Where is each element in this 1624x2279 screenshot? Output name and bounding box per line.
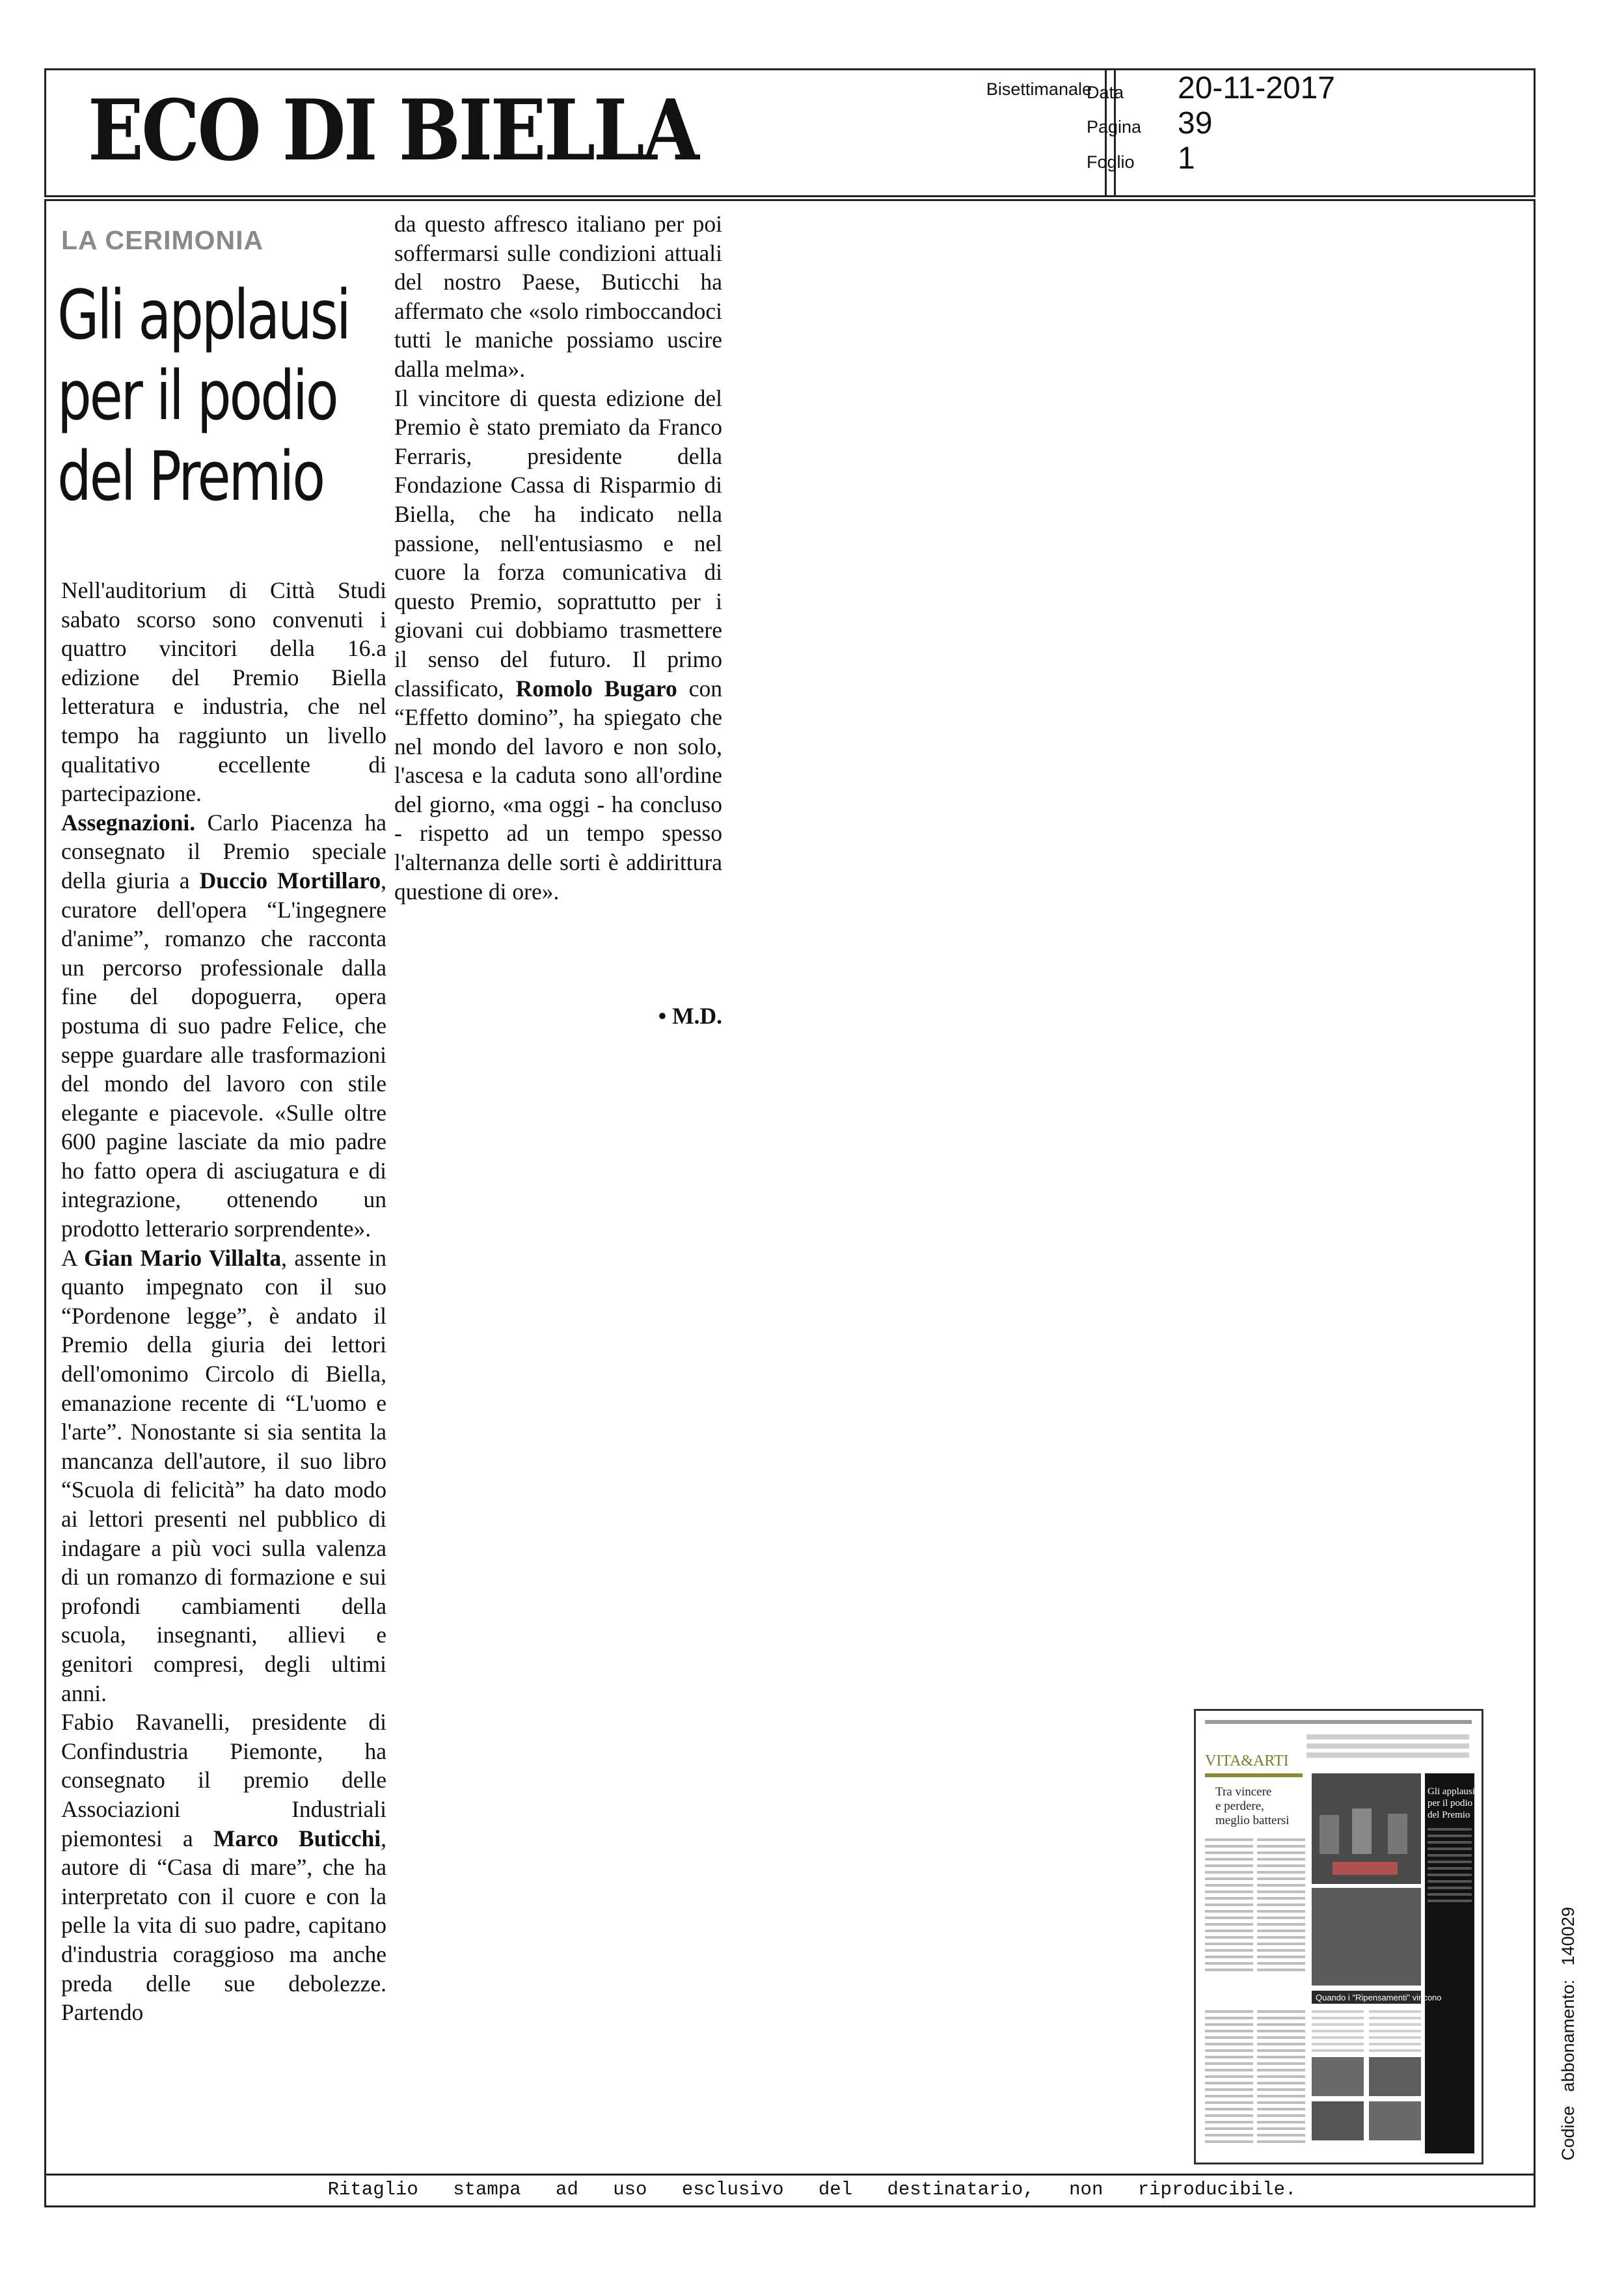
headline-line: per il podio <box>57 356 337 435</box>
svg-text:Gli applausi: Gli applausi <box>1428 1786 1475 1797</box>
footer-disclaimer: Ritaglio stampa ad uso esclusivo del destinatario, non riproducibile. <box>327 2179 1297 2200</box>
body-paragraph: Assegnazioni. Carlo Piacenza ha consegnato il Premio speciale della giuria a Duccio Mortillaro, curatore dell'opera “L'ingegnere d'anime”, romanzo che racconta un percorso professionale dalla fine del dopoguerra, opera postuma di suo padre Felice, che seppe guardare alle trasformazioni del mondo del lavoro con stile elegante e piacevole. «Sulle oltre 600 pagine lasciate da mio padre ho fatto opera di asciugatura e di integrazione, ottenendo un prodotto letterario sorprendente». <box>61 809 386 1242</box>
subscription-code: Codice abbonamento: 140029 <box>1558 1907 1578 2161</box>
svg-text:Quando i "Ripensamenti" vincon: Quando i "Ripensamenti" vincono <box>1316 1993 1442 2002</box>
svg-text:meglio battersi: meglio battersi <box>1215 1814 1290 1827</box>
date-label: Data <box>1087 83 1124 102</box>
author-signature: • M.D. <box>658 1003 722 1029</box>
body-paragraph: Nell'auditorium di Città Studi sabato scorso sono convenuti i quattro vincitori della 16.a edizione del Premio Biella letteratura e industria, che nel tempo ha raggiunto un livello qualitativo eccellente di partecipazione. <box>61 577 386 807</box>
headline-line: Gli applausi <box>57 275 349 355</box>
newspaper-logo: ECO DI BIELLA <box>88 82 697 180</box>
thumbnail-graphic <box>1196 1711 1482 2163</box>
thumbnail-section: VITA&ARTI <box>1205 1753 1289 1769</box>
svg-text:e perdere,: e perdere, <box>1215 1799 1264 1813</box>
footer-divider <box>44 2174 1536 2176</box>
body-paragraph: Fabio Ravanelli, presidente di Confindustria Piemonte, ha consegnato il premio delle Associazioni Industriali piemontesi a Marco Buticchi, autore di “Casa di mare”, che ha interpretato con il cuore e con la pelle la vita di suo padre, capitano d'industria coraggioso ma anche preda delle sue debolezze. Partendo <box>61 1709 386 2026</box>
page-value: 39 <box>1178 106 1213 141</box>
article-headline <box>57 275 349 517</box>
body-paragraph: A Gian Mario Villalta, assente in quanto impegnato con il suo “Pordenone legge”, è andato il Premio della giuria dei lettori dell'omonimo Circolo di Biella, emanazione recente di “L'uomo e l'arte”. Nonostante si sia sentita la mancanza dell'autore, il suo libro “Scuola di felicità” ha dato modo ai lettori presenti nel pubblico di indagare a più voci sulla valenza di un romanzo di formazione e sui profondi cambiamenti della scuola, insegnanti, allievi e genitori compresi, degli ultimi anni. <box>61 1244 386 1706</box>
body-paragraph: da questo affresco italiano per poi soffermarsi sulle condizioni attuali del nostro Paese, Buticchi ha affermato che «solo rimboccandoci tutti le maniche possiamo uscire dalla melma». <box>394 211 722 382</box>
sheet-label: Foglio <box>1087 152 1135 172</box>
page-label: Pagina <box>1087 117 1142 137</box>
date-value: 20-11-2017 <box>1178 71 1335 105</box>
svg-text:per il podio: per il podio <box>1428 1798 1473 1808</box>
page-thumbnail <box>1194 1709 1483 2164</box>
periodicity-label: Bisettimanale <box>986 79 1092 99</box>
svg-text:Tra vincere: Tra vincere <box>1215 1785 1272 1799</box>
article-kicker: LA CERIMONIA <box>61 225 264 255</box>
headline-line: del Premio <box>57 437 323 516</box>
article-column-2 <box>394 210 722 906</box>
svg-text:del Premio: del Premio <box>1428 1810 1470 1820</box>
sheet-value: 1 <box>1178 141 1195 176</box>
body-paragraph: Il vincitore di questa edizione del Premio è stato premiato da Franco Ferraris, presidente della Fondazione Cassa di Risparmio di Biella, che ha indicato nella passione, nell'entusiasmo e nel cuore la forza comunicativa di questo Premio, soprattutto per i giovani cui dobbiamo trasmettere il senso del futuro. Il primo classificato, Romolo Bugaro con “Effetto domino”, ha spiegato che nel mondo del lavoro e non solo, l'ascesa e la caduta sono all'ordine del giorno, «ma oggi - ha concluso - rispetto ad un tempo spesso l'alternanza delle sorti è addirittura questione di ore». <box>394 385 722 905</box>
article-column-1 <box>61 576 386 2027</box>
masthead-left-panel <box>46 70 1107 195</box>
